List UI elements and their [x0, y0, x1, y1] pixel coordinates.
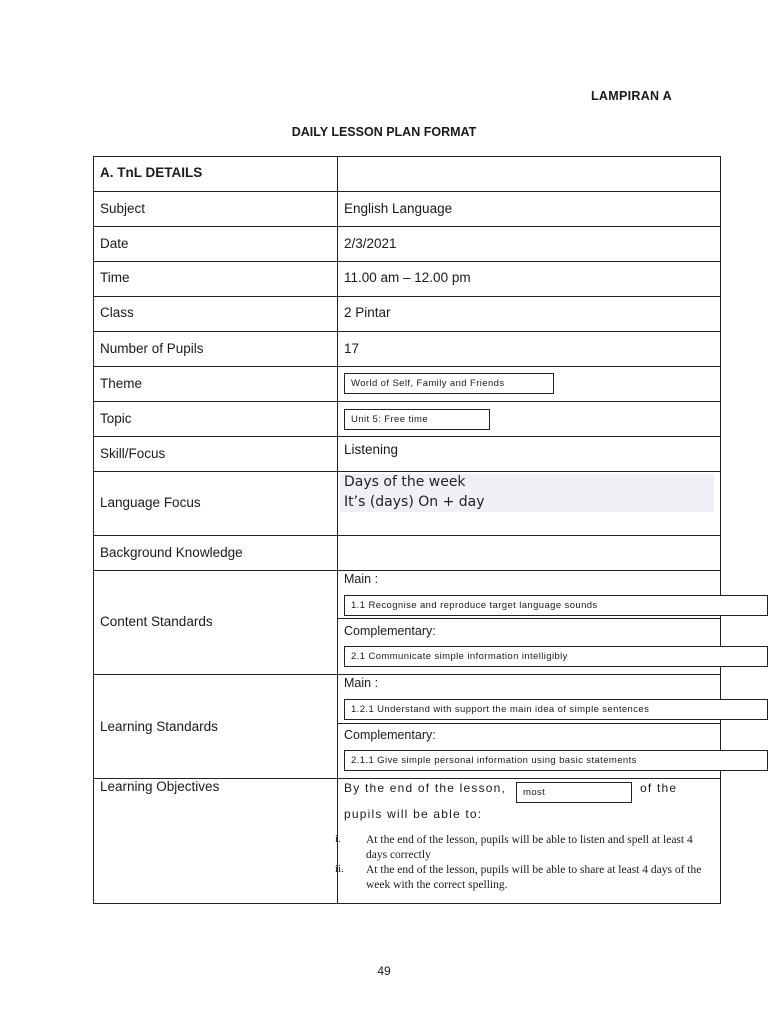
time-value: 11.00 am – 12.00 pm — [344, 270, 471, 285]
learning-standards-label: Learning Standards — [100, 719, 218, 734]
objectives-intro-line-2: pupils will be able to: — [344, 807, 483, 821]
topic-label: Topic — [100, 411, 132, 426]
objective-1: At the end of the lesson, pupils will be able to listen and spell at least 4 days correctly — [366, 834, 693, 861]
content-comp-value: 2.1 Communicate simple information intelligibly — [344, 646, 768, 667]
pupils-label: Number of Pupils — [100, 341, 204, 356]
learning-main-value: 1.2.1 Understand with support the main idea of simple sentences — [344, 699, 768, 720]
language-focus-line-1: Days of the week — [344, 474, 466, 490]
class-label: Class — [100, 305, 134, 320]
objective-2: At the end of the lesson, pupils will be able to share at least 4 days of the week with the correct spelling. — [366, 864, 702, 891]
objectives-quantity-box: most — [516, 782, 632, 803]
objectives-intro-tail: of the — [640, 781, 678, 795]
content-standards-label: Content Standards — [100, 614, 213, 629]
content-comp-label: Complementary: — [344, 624, 436, 638]
skill-label: Skill/Focus — [100, 446, 166, 461]
time-label: Time — [100, 270, 130, 285]
language-focus-line-2: It’s (days) On + day — [344, 494, 485, 510]
objective-1-number: i. — [335, 833, 341, 845]
class-value: 2 Pintar — [344, 305, 391, 320]
date-label: Date — [100, 236, 129, 251]
objective-2-number: ii. — [335, 863, 344, 875]
theme-label: Theme — [100, 376, 143, 391]
language-focus-label: Language Focus — [100, 495, 201, 510]
lampiran-label: LAMPIRAN A — [591, 89, 673, 103]
section-heading: A. TnL DETAILS — [100, 165, 203, 180]
learning-main-label: Main : — [344, 676, 379, 690]
objectives-intro: By the end of the lesson, — [344, 781, 507, 795]
learning-comp-label: Complementary: — [344, 728, 436, 742]
learning-comp-value: 2.1.1 Give simple personal information using basic statements — [344, 750, 768, 771]
page-title: DAILY LESSON PLAN FORMAT — [291, 125, 477, 139]
topic-value: Unit 5: Free time — [344, 409, 490, 430]
subject-label: Subject — [100, 201, 146, 216]
date-value: 2/3/2021 — [344, 236, 397, 251]
background-knowledge-label: Background Knowledge — [100, 545, 243, 560]
subject-value: English Language — [344, 201, 453, 216]
skill-value: Listening — [344, 442, 399, 457]
learning-objectives-label: Learning Objectives — [100, 779, 220, 794]
content-main-label: Main : — [344, 572, 379, 586]
page-number: 49 — [377, 964, 391, 978]
theme-value: World of Self, Family and Friends — [344, 373, 554, 394]
content-main-value: 1.1 Recognise and reproduce target language sounds — [344, 595, 768, 616]
pupils-value: 17 — [344, 341, 360, 356]
